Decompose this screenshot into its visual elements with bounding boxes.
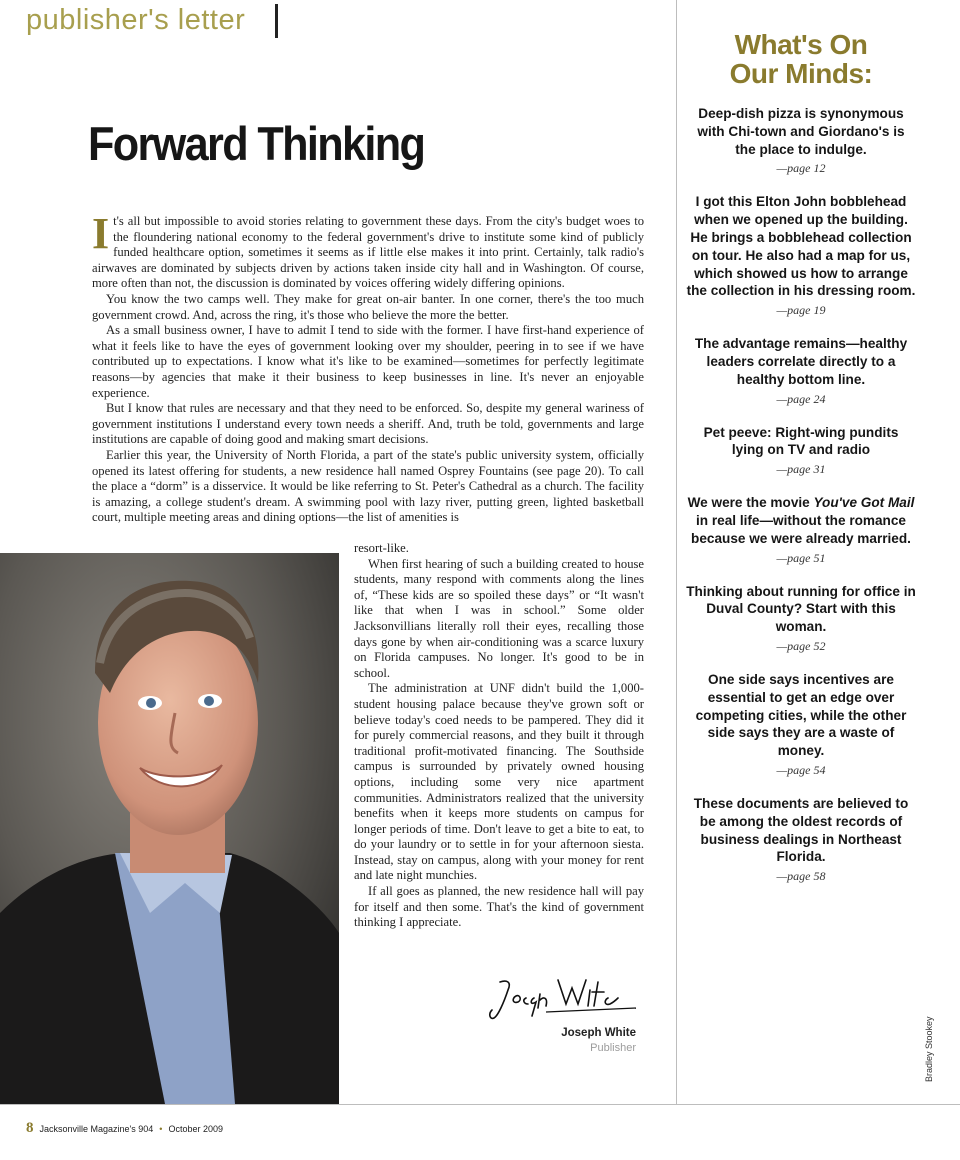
page-number: 8 <box>26 1120 34 1136</box>
article-paragraph: The administration at UNF didn't build the 1,000-student housing palace because they've grown soft or believe today's coed needs to be pampered. They did it for purely commercial reasons, and they built it through traditional profit-motivated financing. The Southside campus is surrounded by privately owned housing options, including some very nice apartment communities. Administrators realized that the university benefits when it keeps more students on campus for longer periods of time. Don't leave to get a bite to eat, to do your laundry or to settle in for your afternoon siesta. Instead, stay on campus, along with your money for rent and late night munchies. <box>354 681 644 883</box>
article-headline: Forward Thinking <box>88 117 425 170</box>
sidebar-divider <box>676 0 677 1104</box>
sidebar-quote-item <box>686 671 916 779</box>
article-paragraph: You know the two camps well. They make for great on-air banter. In one corner, there's the too much government crowd. And, across the ring, it's those who believe the more the better. <box>92 291 644 322</box>
section-divider <box>275 4 278 38</box>
article-paragraph: If all goes as planned, the new residence hall will pay for itself and then some. That's the kind of government thinking I appreciate. <box>354 884 644 930</box>
page-reference: —page 19 <box>776 303 826 318</box>
sidebar-quote-item <box>686 105 916 177</box>
page-reference: —page 12 <box>776 161 826 176</box>
sidebar-quote-item <box>686 494 916 566</box>
sidebar-quote-item <box>686 335 916 407</box>
sidebar-quote: The advantage remains—healthy leaders correlate directly to a healthy bottom line. <box>694 336 908 387</box>
page-reference: —page 31 <box>776 462 826 477</box>
sidebar-title: What's On Our Minds: <box>729 29 873 89</box>
sidebar-quote: These documents are believed to be among the oldest records of business dealings in Northeast Florida. <box>693 795 909 865</box>
page-reference: —page 58 <box>776 869 826 884</box>
sidebar-quote: Deep-dish pizza is synonymous with Chi-town and Giordano's is the place to indulge. <box>697 106 905 157</box>
article-paragraph-continuation: resort-like. <box>354 541 409 555</box>
page-reference: —page 52 <box>776 638 826 653</box>
publisher-portrait-photo <box>0 553 339 1104</box>
sidebar-quote-item <box>686 795 916 885</box>
page-reference: —page 51 <box>776 550 826 565</box>
signature-title: Publisher <box>590 1042 636 1054</box>
article-paragraph: As a small business owner, I have to admit I tend to side with the former. I have first-hand experience of what it feels like to have the eyes of government looking over my shoulder, peering in to see if we have contributed up to expectations. I know what it's like to be examined—sometimes for perfectly legitimate reasons—by agencies that make it their business to keep businesses in line. It's never an enjoyable experience. <box>92 323 644 400</box>
movie-title: You've Got Mail <box>813 495 915 511</box>
signature-name: Joseph White <box>561 1027 636 1039</box>
drop-cap: I <box>92 209 110 258</box>
issue-date: October 2009 <box>168 1124 223 1134</box>
sidebar-quote: One side says incentives are essential to get an edge over competing cities, while the other side says they are a waste of money. <box>695 671 907 759</box>
page-reference: —page 24 <box>776 391 826 406</box>
section-label: publisher's letter <box>26 4 246 36</box>
footer-divider <box>0 1104 960 1105</box>
sidebar-quote-list <box>686 105 916 885</box>
sidebar-quote: We were the movie You've Got Mail in real life—without the romance because we were already married. <box>687 495 915 546</box>
sidebar-quote: I got this Elton John bobblehead when we opened up the building. He brings a bobblehead collection on tour. He also had a map for us, which showed us how to arrange the collection in his dressing room. <box>686 194 916 299</box>
article-paragraph: It's all but impossible to avoid stories relating to government these days. From the city's budget woes to the floundering national economy to the federal government's drive to institute some kind of publicly funded healthcare option, sometimes it seems as if little else makes it into print. Certainly, talk radio's airwaves are dominated by subjects driven by actions taken inside city hall and in Washington. Of course, more often than not, the discussion is dominated by voices offering widely differing opinions. <box>92 209 644 291</box>
page-footer <box>26 1120 223 1137</box>
publisher-signature <box>486 968 646 1028</box>
sidebar-quote-item <box>686 424 916 479</box>
publication-name: Jacksonville Magazine's 904 <box>39 1124 154 1134</box>
article-paragraph: But I know that rules are necessary and that they need to be enforced. So, despite my general wariness of government institutions I understand every town needs a sheriff. And, truth be told, governments and large institutions are capable of doing good and making smart decisions. <box>92 401 644 447</box>
sidebar-quote-item <box>686 583 916 655</box>
photo-credit: Bradley Stookey <box>924 1016 934 1082</box>
article-body-top <box>92 209 644 526</box>
article-paragraph: When first hearing of such a building created to house students, many respond with comments along the lines of, “These kids are so spoiled these days” or “It wasn't like that when I was in school.” Some older Jacksonvillians literally roll their eyes, recalling those days gone by when air-conditioning was a scarce luxury on Florida campuses. No longer. It's good to be in school. <box>354 556 644 680</box>
sidebar-quote-item <box>686 193 916 319</box>
portrait-illustration <box>0 553 339 1104</box>
sidebar-quote: Thinking about running for office in Duval County? Start with this woman. <box>686 583 916 635</box>
article-body-bottom <box>354 541 644 931</box>
sidebar-quote: Pet peeve: Right-wing pundits lying on TV and radio <box>703 424 899 458</box>
sidebar-whats-on-our-minds <box>686 30 916 885</box>
article-paragraph: Earlier this year, the University of North Florida, a part of the state's public university system, officially opened its latest offering for students, a new residence hall named Osprey Fountains (see page 20). To call the place a “dorm” is a disservice. It would be like referring to St. Peter's Cathedral as a church. The facility is amazing, a college student's dream. A swimming pool with lazy river, putting green, lighted basketball court, multiple meeting areas and dining options—the list of amenities is <box>92 447 644 525</box>
footer-separator: • <box>159 1124 163 1134</box>
page-reference: —page 54 <box>776 762 826 777</box>
